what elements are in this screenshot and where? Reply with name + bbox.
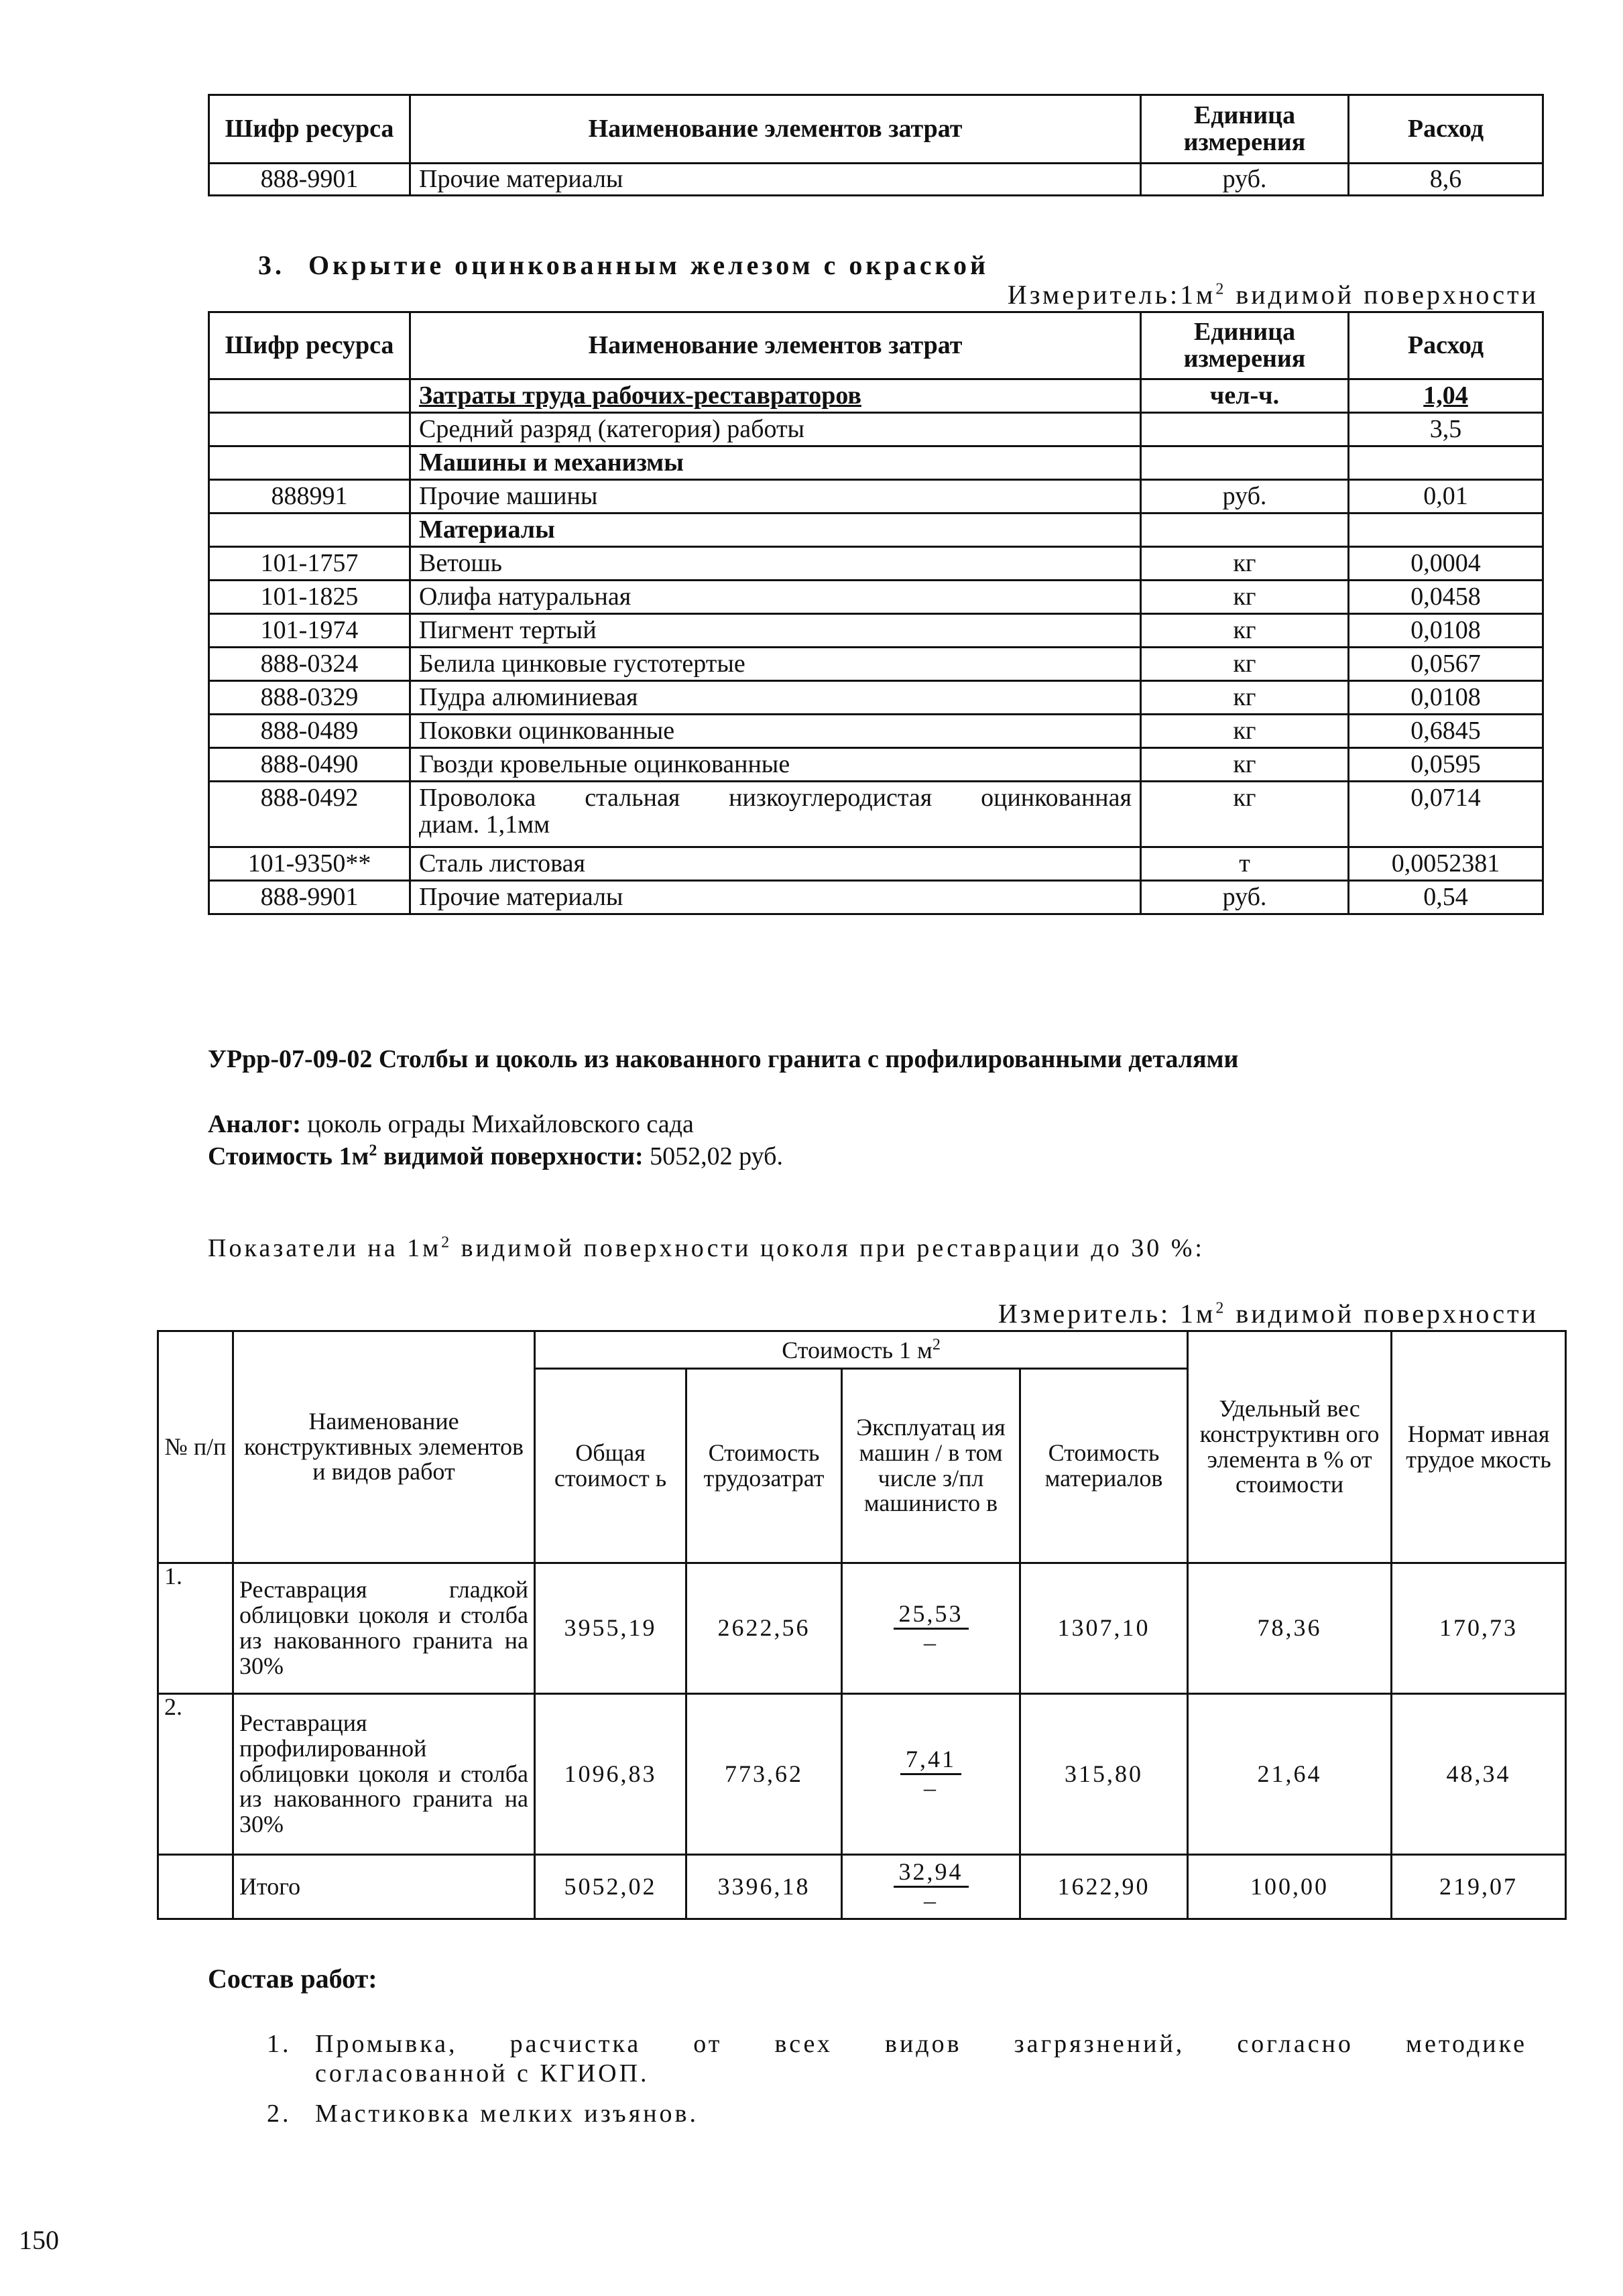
table-row: 1. Реставрация гладкой облицовки цоколя и столба из накованного гранита на 30% 3955,19 2622,56 $\frac{25,53}{-}$ 1307,10 78,36 170,73 bbox=[158, 1563, 1566, 1694]
header-unit: Единица измерения bbox=[1141, 95, 1349, 164]
page-number: 150 bbox=[19, 2225, 59, 2255]
header-norm: Нормат ивная трудое мкость bbox=[1392, 1331, 1566, 1563]
section3-meter: $Измеритель:1м^2$ видимой поверхности bbox=[1007, 280, 1539, 310]
cell-unit: руб. bbox=[1141, 164, 1349, 196]
table-row: Материалы bbox=[209, 513, 1543, 547]
header-cost-group: Стоимость 1 $м^2$ bbox=[535, 1331, 1188, 1369]
table-row: 101-1825 Олифа натуральная кг 0,0458 bbox=[209, 581, 1543, 614]
table-row: 888-0324 Белила цинковые густотертые кг 0,0567 bbox=[209, 648, 1543, 681]
cost-table-meter: Измеритель: $1м^2$ видимой поверхности bbox=[998, 1298, 1539, 1329]
header-name: Наименование элементов затрат bbox=[410, 312, 1141, 379]
header-total: Общая стоимост ь bbox=[535, 1369, 686, 1563]
header-labor: Стоимость трудозатрат bbox=[686, 1369, 842, 1563]
header-share: Удельный вес конструктивн ого элемента в % от стоимости bbox=[1188, 1331, 1392, 1563]
machines-fraction: $\frac{7,41}{-}$ bbox=[900, 1746, 961, 1801]
indicators-line: Показатели на $1м^2$ видимой поверхности цоколя при реставрации до 30 %: bbox=[208, 1233, 1205, 1262]
table-row-total: Итого 5052,02 3396,18 $\frac{32,94}{-}$ 1622,90 100,00 219,07 bbox=[158, 1855, 1566, 1919]
section3-heading bbox=[258, 249, 989, 281]
works-title: Состав работ: bbox=[208, 1963, 377, 1994]
table-row: Средний разряд (категория) работы 3,5 bbox=[209, 413, 1543, 446]
table-row: 888991 Прочие машины руб. 0,01 bbox=[209, 480, 1543, 513]
resource-table-section3 bbox=[208, 311, 1544, 915]
analog-line: Аналог: цоколь ограды Михайловского сада bbox=[208, 1110, 694, 1138]
header-machines: Эксплуатац ия машин / в том числе з/пл машинисто в bbox=[842, 1369, 1020, 1563]
cell-name: Прочие материалы bbox=[410, 164, 1141, 196]
works-item-2: 2. Мастиковка мелких изъянов. bbox=[267, 2100, 699, 2128]
header-code: Шифр ресурса bbox=[209, 95, 410, 164]
section3-title: Окрытие оцинкованным железом с окраской bbox=[308, 250, 989, 280]
header-num: № п/п bbox=[158, 1331, 233, 1563]
table-row: Затраты труда рабочих-реставраторов чел-ч. 1,04 bbox=[209, 379, 1543, 413]
header-materials: Стоимость материалов bbox=[1020, 1369, 1188, 1563]
header-name: Наименование элементов затрат bbox=[410, 95, 1141, 164]
table-row bbox=[209, 164, 1543, 196]
machines-fraction: $\frac{32,94}{-}$ bbox=[894, 1859, 969, 1914]
table-row: 888-0492 Проволока стальная низкоуглеродистая оцинкованная диам. 1,1мм кг 0,0714 bbox=[209, 782, 1543, 847]
header-value: Расход bbox=[1349, 95, 1543, 164]
cell-value: 8,6 bbox=[1349, 164, 1543, 196]
table-row: 101-9350** Сталь листовая т 0,0052381 bbox=[209, 847, 1543, 881]
table-row: 101-1974 Пигмент тертый кг 0,0108 bbox=[209, 614, 1543, 648]
table-row: 888-0489 Поковки оцинкованные кг 0,6845 bbox=[209, 715, 1543, 748]
cell-code: 888-9901 bbox=[209, 164, 410, 196]
machines-fraction: $\frac{25,53}{-}$ bbox=[894, 1601, 969, 1656]
table-row: 888-0329 Пудра алюминиевая кг 0,0108 bbox=[209, 681, 1543, 715]
table-row: 888-9901 Прочие материалы руб. 0,54 bbox=[209, 881, 1543, 914]
header-value: Расход bbox=[1349, 312, 1543, 379]
header-unit: Единица измерения bbox=[1141, 312, 1349, 379]
table-row: 888-0490 Гвозди кровельные оцинкованные кг 0,0595 bbox=[209, 748, 1543, 782]
table-row: 101-1757 Ветошь кг 0,0004 bbox=[209, 547, 1543, 581]
cost-table bbox=[157, 1330, 1567, 1920]
resource-table-top bbox=[208, 94, 1544, 196]
table-row: 2. Реставрация профилированной облицовки цоколя и столба из накованного гранита на 30% 1096,83 773,62 $\frac{7,41}{-}$ 315,80 21,64 48,34 bbox=[158, 1694, 1566, 1855]
cost-line: Стоимость $1м^2$ видимой поверхности: 5052,02 руб. bbox=[208, 1142, 784, 1170]
works-item-1: 1. Промывка, расчистка от всех видов загрязнений, согласно методике согласованной с КГИОП. bbox=[267, 2030, 1527, 2088]
table-row: Машины и механизмы bbox=[209, 446, 1543, 480]
header-name: Наименование конструктивных элементов и видов работ bbox=[233, 1331, 535, 1563]
section-title: УРрр-07-09-02 Столбы и цоколь из накованного гранита с профилированными деталями bbox=[208, 1045, 1239, 1073]
section3-number: 3. bbox=[258, 250, 285, 280]
header-code: Шифр ресурса bbox=[209, 312, 410, 379]
